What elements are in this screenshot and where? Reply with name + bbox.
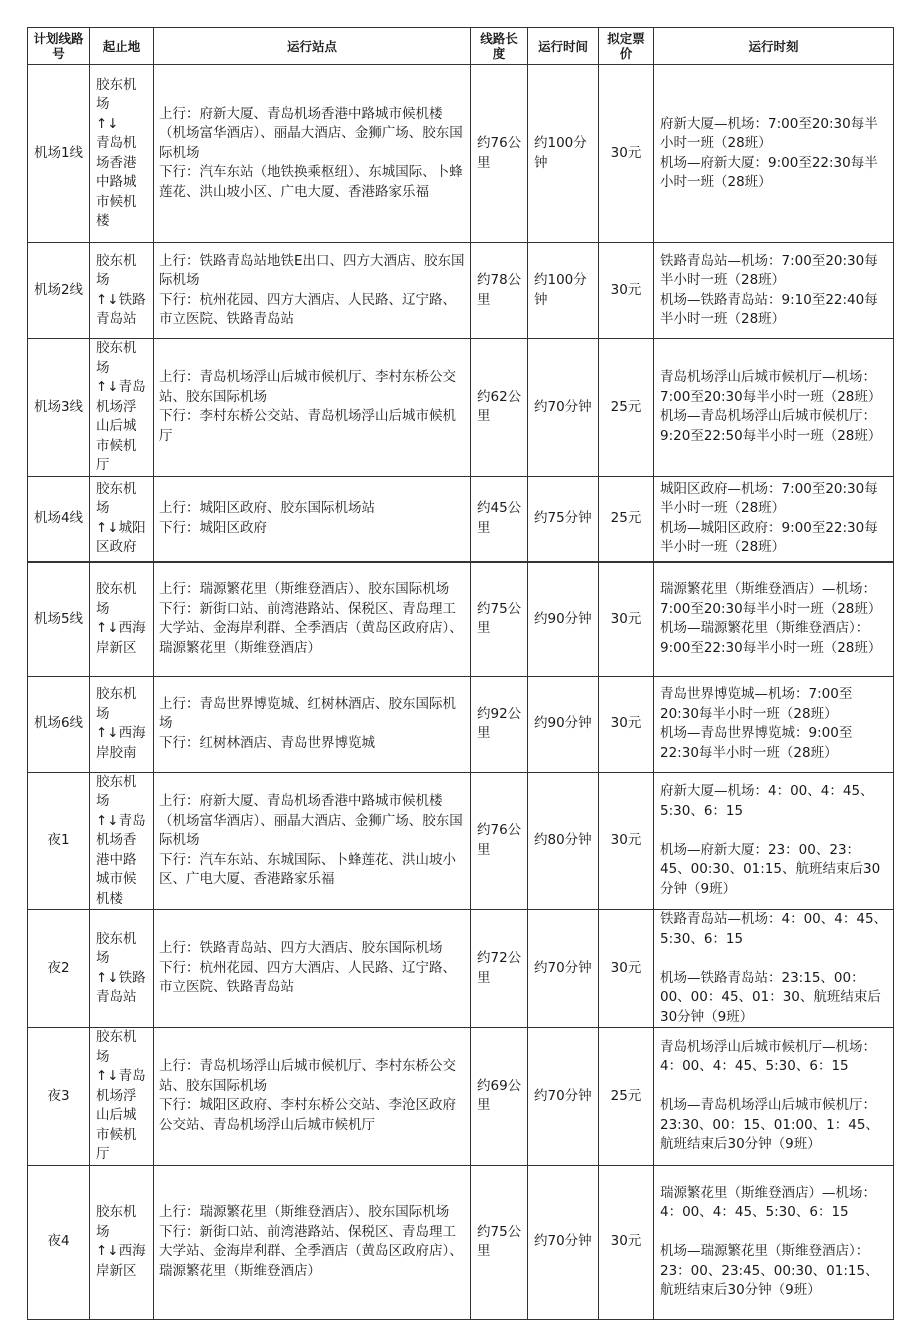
route-stops-text: 上行：府新大厦、青岛机场香港中路城市候机楼（机场富华酒店）、丽晶大酒店、金狮广场、胶东国际机场 下行：汽车东站（地铁换乘枢纽）、东城国际、卜蜂莲花、洪山坡小区、广电大厦、香港路家乐福 — [159, 105, 463, 200]
route-length — [471, 65, 528, 243]
route-endpoints-text: 胶东机场 ↑↓ 青岛机场香港中路城市候机楼 — [96, 76, 137, 229]
route-time — [528, 476, 599, 562]
table-row — [28, 1028, 894, 1166]
route-line-text: 机场4线 — [33, 510, 84, 526]
route-stops-text: 上行：铁路青岛站地铁E出口、四方大酒店、胶东国际机场 下行：杭州花园、四方大酒店、人民路、辽宁路、市立医院、铁路青岛站 — [159, 252, 465, 327]
route-length — [471, 910, 528, 1028]
route-endpoints — [90, 339, 154, 477]
route-fare-text: 30元 — [610, 715, 642, 732]
route-schedule-text: 城阳区政府—机场：7:00至20:30每半小时一班（28班） 机场—城阳区政府：9:00至22:30每半小时一班（28班） — [660, 480, 878, 556]
route-fare-text: 30元 — [610, 144, 642, 161]
route-schedule — [654, 676, 894, 772]
route-length-text: 约76公里 — [477, 135, 522, 171]
table-row — [28, 65, 894, 243]
route-fare — [599, 772, 654, 910]
route-fare — [599, 65, 654, 243]
route-length — [471, 339, 528, 477]
route-time — [528, 676, 599, 772]
route-schedule — [654, 562, 894, 676]
route-schedule — [654, 476, 894, 562]
table-row — [28, 1165, 894, 1319]
route-time — [528, 1028, 599, 1166]
route-endpoints-text: 胶东机场 ↑↓西海岸胶南 — [96, 686, 146, 761]
header-length: 线路长度 — [471, 28, 528, 65]
route-line-text: 机场5线 — [33, 610, 84, 627]
route-stops-text: 上行：府新大厦、青岛机场香港中路城市候机楼（机场富华酒店）、丽晶大酒店、金狮广场、胶东国际机场 下行：汽车东站、东城国际、卜蜂莲花、洪山坡小区、广电大厦、香港路家乐福 — [159, 793, 463, 887]
route-time-text: 约70分钟 — [534, 959, 592, 976]
route-schedule-text: 瑞源繁花里（斯维登酒店）—机场：4：00、4：45、5:30、6：15 机场—瑞源繁花里（斯维登酒店）：23：00、23:45、00:30、01:15、航班结束后30分钟（9班） — [660, 1184, 879, 1298]
route-line-text: 夜2 — [47, 959, 70, 976]
route-schedule-text: 府新大厦—机场：7:00至20:30每半小时一班（28班） 机场—府新大厦：9:00至22:30每半小时一班（28班） — [660, 115, 878, 190]
route-time — [528, 65, 599, 243]
route-line-text: 机场2线 — [33, 281, 84, 298]
route-length-text: 约62公里 — [477, 388, 522, 425]
route-fare — [599, 910, 654, 1028]
route-length — [471, 772, 528, 910]
route-schedule — [654, 243, 894, 339]
header-time: 运行时间 — [528, 28, 599, 65]
route-endpoints-text: 胶东机场 ↑↓西海岸新区 — [96, 1204, 146, 1279]
table-row — [28, 772, 894, 910]
route-fare — [599, 562, 654, 676]
route-stops-text: 上行：瑞源繁花里（斯维登酒店）、胶东国际机场 下行：新街口站、前湾港路站、保税区、青岛理工大学站、金海岸利群、全季酒店（黄岛区政府店）、瑞源繁花里（斯维登酒店） — [159, 1204, 463, 1279]
table-row — [28, 676, 894, 772]
route-line — [28, 243, 90, 339]
route-time — [528, 910, 599, 1028]
route-length-text: 约75公里 — [477, 1223, 522, 1259]
route-stops — [154, 562, 471, 676]
route-time — [528, 562, 599, 676]
route-line-text: 机场3线 — [33, 398, 84, 415]
route-schedule — [654, 910, 894, 1028]
route-fare-text: 30元 — [610, 281, 642, 298]
route-line — [28, 476, 90, 562]
route-fare-text: 30元 — [610, 959, 642, 976]
route-length — [471, 562, 528, 676]
route-length-text: 约78公里 — [477, 272, 522, 308]
route-stops — [154, 243, 471, 339]
airport-bus-schedule-table — [27, 27, 894, 1320]
route-fare-text: 25元 — [610, 1087, 642, 1104]
route-fare — [599, 476, 654, 562]
route-stops-text: 上行：瑞源繁花里（斯维登酒店）、胶东国际机场 下行：新街口站、前湾港路站、保税区、青岛理工大学站、金海岸利群、全季酒店（黄岛区政府店）、瑞源繁花里（斯维登酒店） — [159, 581, 463, 656]
route-fare-text: 25元 — [610, 510, 642, 526]
route-length — [471, 243, 528, 339]
route-line-text: 夜1 — [47, 832, 70, 848]
route-endpoints — [90, 772, 154, 910]
route-time-text: 约80分钟 — [534, 832, 592, 848]
route-time-text: 约75分钟 — [534, 510, 592, 526]
route-time — [528, 1165, 599, 1319]
route-time-text: 约100分钟 — [534, 135, 587, 171]
table-row — [28, 339, 894, 477]
route-length-text: 约92公里 — [477, 705, 522, 741]
route-time — [528, 772, 599, 910]
route-endpoints — [90, 910, 154, 1028]
route-line — [28, 1165, 90, 1319]
route-line-text: 夜3 — [47, 1087, 70, 1104]
route-endpoints — [90, 1028, 154, 1166]
route-stops — [154, 65, 471, 243]
route-length — [471, 1165, 528, 1319]
route-stops-text: 上行：青岛世界博览城、红树林酒店、胶东国际机场 下行：红树林酒店、青岛世界博览城 — [159, 695, 456, 751]
route-schedule — [654, 1028, 894, 1166]
route-schedule-text: 府新大厦—机场：4：00、4：45、5:30、6：15 机场—府新大厦：23：00、23：45、00:30、01:15、航班结束后30分钟（9班） — [660, 783, 881, 897]
route-endpoints-text: 胶东机场 ↑↓铁路青岛站 — [96, 930, 146, 1005]
route-stops — [154, 476, 471, 562]
header-fare: 拟定票价 — [599, 28, 654, 65]
table-row — [28, 476, 894, 562]
route-endpoints-text: 胶东机场 ↑↓西海岸新区 — [96, 581, 146, 656]
route-endpoints-text: 胶东机场 ↑↓青岛机场浮山后城市候机厅 — [96, 340, 146, 473]
route-length-text: 约75公里 — [477, 600, 522, 637]
route-fare-text: 25元 — [610, 398, 642, 415]
route-fare — [599, 339, 654, 477]
route-length-text: 约76公里 — [477, 822, 522, 858]
route-line-text: 机场1线 — [33, 144, 84, 161]
route-stops — [154, 910, 471, 1028]
route-length — [471, 476, 528, 562]
route-length-text: 约45公里 — [477, 500, 522, 536]
route-line — [28, 910, 90, 1028]
route-line — [28, 65, 90, 243]
route-time-text: 约70分钟 — [534, 1087, 592, 1104]
route-schedule-text: 铁路青岛站—机场：4：00、4：45、5:30、6：15 机场—铁路青岛站：23:15、00：00、00：45、01：30、航班结束后30分钟（9班） — [660, 911, 888, 1025]
route-stops-text: 上行：铁路青岛站、四方大酒店、胶东国际机场 下行：杭州花园、四方大酒店、人民路、辽宁路、市立医院、铁路青岛站 — [159, 940, 456, 996]
route-endpoints-text: 胶东机场 ↑↓城阳区政府 — [96, 480, 146, 556]
route-stops — [154, 1028, 471, 1166]
route-time-text: 约90分钟 — [534, 610, 592, 627]
route-fare — [599, 1028, 654, 1166]
route-stops-text: 上行：青岛机场浮山后城市候机厅、李村东桥公交站、胶东国际机场 下行：李村东桥公交站、青岛机场浮山后城市候机厅 — [159, 369, 456, 444]
route-fare-text: 30元 — [610, 1233, 642, 1250]
route-fare — [599, 243, 654, 339]
route-schedule — [654, 1165, 894, 1319]
route-schedule-text: 瑞源繁花里（斯维登酒店）—机场：7:00至20:30每半小时一班（28班） 机场—瑞源繁花里（斯维登酒店）：9:00至22:30每半小时一班（28班） — [660, 581, 882, 656]
route-length — [471, 676, 528, 772]
route-time-text: 约100分钟 — [534, 272, 587, 308]
header-endpoints: 起止地 — [90, 28, 154, 65]
route-fare — [599, 1165, 654, 1319]
route-schedule — [654, 65, 894, 243]
route-stops-text: 上行：城阳区政府、胶东国际机场站 下行：城阳区政府 — [159, 500, 375, 536]
route-schedule — [654, 339, 894, 477]
header-schedule: 运行时刻 — [654, 28, 894, 65]
header-stops: 运行站点 — [154, 28, 471, 65]
route-time — [528, 243, 599, 339]
route-stops-text: 上行：青岛机场浮山后城市候机厅、李村东桥公交站、胶东国际机场 下行：城阳区政府、李村东桥公交站、李沧区政府公交站、青岛机场浮山后城市候机厅 — [159, 1058, 456, 1133]
route-schedule-text: 青岛机场浮山后城市候机厅—机场：4：00、4：45、5:30、6：15 机场—青岛机场浮山后城市候机厅：23:30、00：15、01:00、1：45、航班结束后30分钟（9班） — [660, 1038, 879, 1153]
route-line — [28, 676, 90, 772]
route-line — [28, 562, 90, 676]
route-endpoints-text: 胶东机场 ↑↓青岛机场浮山后城市候机厅 — [96, 1029, 146, 1162]
route-schedule-text: 铁路青岛站—机场：7:00至20:30每半小时一班（28班） 机场—铁路青岛站：9:10至22:40每半小时一班（28班） — [660, 252, 878, 327]
route-endpoints — [90, 476, 154, 562]
route-line — [28, 772, 90, 910]
route-endpoints — [90, 1165, 154, 1319]
route-stops — [154, 772, 471, 910]
route-schedule-text: 青岛世界博览城—机场：7:00至20:30每半小时一班（28班） 机场—青岛世界博览城：9:00至22:30每半小时一班（28班） — [660, 686, 853, 761]
route-endpoints-text: 胶东机场 ↑↓铁路青岛站 — [96, 252, 146, 327]
header-line: 计划线路号 — [28, 28, 90, 65]
table-row — [28, 562, 894, 676]
route-endpoints — [90, 65, 154, 243]
table-row — [28, 910, 894, 1028]
route-time-text: 约70分钟 — [534, 398, 592, 415]
route-length — [471, 1028, 528, 1166]
route-schedule-text: 青岛机场浮山后城市候机厅—机场：7:00至20:30每半小时一班（28班） 机场—青岛机场浮山后城市候机厅：9:20至22:50每半小时一班（28班） — [660, 369, 882, 444]
route-line-text: 机场6线 — [33, 715, 84, 732]
route-line — [28, 339, 90, 477]
route-stops — [154, 339, 471, 477]
route-line — [28, 1028, 90, 1166]
route-endpoints — [90, 243, 154, 339]
route-stops — [154, 1165, 471, 1319]
route-stops — [154, 676, 471, 772]
header-row — [28, 28, 894, 65]
route-line-text: 夜4 — [47, 1233, 70, 1250]
route-time-text: 约90分钟 — [534, 715, 592, 732]
route-fare-text: 30元 — [610, 610, 642, 627]
route-fare — [599, 676, 654, 772]
route-endpoints — [90, 562, 154, 676]
route-fare-text: 30元 — [610, 832, 642, 848]
route-length-text: 约72公里 — [477, 950, 522, 986]
route-endpoints-text: 胶东机场 ↑↓青岛机场香港中路城市候机楼 — [96, 773, 146, 907]
route-time-text: 约70分钟 — [534, 1233, 592, 1250]
table-row — [28, 243, 894, 339]
route-schedule — [654, 772, 894, 910]
route-length-text: 约69公里 — [477, 1077, 522, 1114]
route-time — [528, 339, 599, 477]
route-endpoints — [90, 676, 154, 772]
